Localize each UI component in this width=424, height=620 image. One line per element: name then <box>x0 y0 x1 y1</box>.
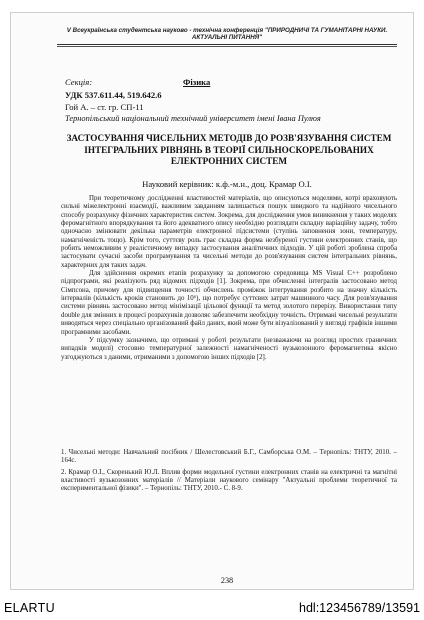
repository-name: ELARTU <box>4 601 55 615</box>
section-name: Фізика <box>183 77 211 87</box>
paper-title: ЗАСТОСУВАННЯ ЧИСЕЛЬНИХ МЕТОДІВ ДО РОЗВ'ЯЗУВАННЯ СИСТЕМ ІНТЕГРАЛЬНИХ РІВНЯНЬ В ТЕОРІЇ СИЛЬНОСКОРЕЛЬОВАНИХ ЕЛЕКТРОННИХ СИСТЕМ <box>66 133 392 166</box>
reference-item: 2. Крамар О.І., Скоренький Ю.Л. Вплив форми модельної густини електронних станів на електричні та магнітні властивості вузькозонних матеріалів // Матеріали наукового семінару "Актуальні проблеми теоретичної та експериментальної фізики". – Тернопіль: ТНТУ, 2010.- С. 8-9. <box>61 468 397 493</box>
page-number: 238 <box>220 576 234 585</box>
paragraph: У підсумку зазначимо, що отримані у роботі результати (незважаючи на розгляд простих граничних випадків моделі) стосовно температурної залежності намагніченості вузькозонного феромагнетика якісно узгоджуються з даними, отриманими з допомогою інших підходів [2]. <box>61 336 397 361</box>
reference-item: 1. Чисельні методи: Навчальний посібник / Шелестовський Б.Г., Самборська О.М. – Тернопіль: ТНТУ, 2010. – 164с. <box>61 449 397 465</box>
header-rule <box>57 44 397 45</box>
references <box>61 449 397 497</box>
scientific-advisor: Науковий керівник: к.ф.-м.н., доц. Крамар О.І. <box>142 179 312 189</box>
header-rule-thin <box>57 46 397 47</box>
paragraph: При теоретичному дослідженні властивостей матеріалів, що описуються моделями, котрі враховують сильні міжелектронні взаємодії, важливим завданням залишається пошук швидкого та надійного чисельного способу розрахунку фізичних характеристик систем. Зокрема, для дослідження умов виникнення у таких моделях феромагнітного впорядкування та його адекватного опису необхідно розглядати складну варіаційну задачу, тобто одночасно змінювати декілька параметрів електронної підсистеми (ступінь заповнення зони, температуру, намагніченість тощо). Крім того, суттєву роль грає складна форма незбуреної густини електронних станів, що робить неможливим у реалістичному випадку застосування аналітичних підходів. У цій роботі зроблена спроба застосувати сучасні засоби програмування та чисельні методи до розв'язування систем інтегральних рівнянь, характерних для таких задач. <box>61 195 397 269</box>
author: Гой А. – ст. гр. СП-11 <box>65 102 144 112</box>
section-label: Секція: <box>65 77 93 87</box>
footer-bar <box>0 596 424 620</box>
university: Тернопільський національний технічний університет імені Івана Пулюя <box>65 114 321 123</box>
section-row <box>65 77 210 87</box>
page-content <box>57 13 397 589</box>
conference-header: V Всеукраїнська студентська науково - технічна конференція "ПРИРОДНИЧІ ТА ГУМАНІТАРНІ НАУКИ. АКТУАЛЬНІ ПИТАННЯ" <box>66 27 388 41</box>
udk-code: УДК 537.611.44, 519.642.6 <box>65 90 162 100</box>
document-page <box>10 12 414 590</box>
paragraph: Для здійснення окремих етапів розрахунку за допомогою середовища MS Visual C++ розроблено підпрограми, які реалізують ряд відомих підходів [1]. Зокрема, при обчисленні інтегралів застосовано метод Сімпсона, причому для підвищення точності обчислень проміжок інтегрування розбито на значну кількість інтервалів (кількість кроків становить до 10⁶), що потребує суттєвих затрат машинного часу. Для розв'язування системи рівнянь застосовано метод мінімізації цільової функції та метод золотого перерізу. Використання типу double для змінних в процесі розрахунків дозволяє забезпечити необхідну точність. Отримані чисельні результати виводяться через спеціально організований файл даних, який може бути візуалізований у вигляді графіків іншими програмними засобами. <box>61 270 397 336</box>
body-text <box>61 195 397 362</box>
handle-identifier: hdl:123456789/13591 <box>299 601 420 615</box>
